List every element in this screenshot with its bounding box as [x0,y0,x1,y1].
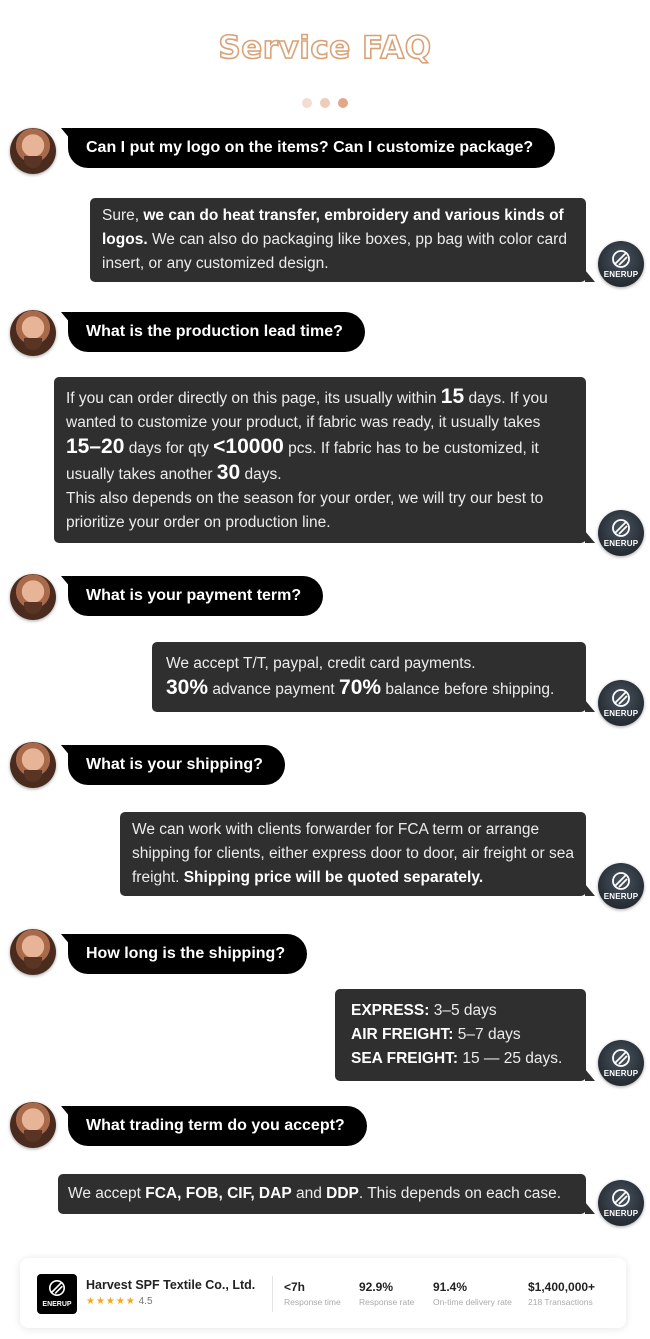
faq-answer [152,642,586,712]
stat-transactions [528,1280,595,1307]
brand-logo-icon [598,863,644,909]
brand-logo-icon [598,1040,644,1086]
answer-text: days. [240,466,282,483]
answer-line [351,999,570,1023]
answer-emphasis: FCA, FOB, CIF, DAP [145,1185,292,1202]
brand-logo-text: ENERUP [603,539,639,548]
answer-line [351,1047,570,1071]
answer-emphasis: AIR FREIGHT: [351,1026,454,1043]
answer-text: We accept T/T, paypal, credit card payments. [166,655,476,672]
faq-answer [54,377,586,543]
answer-line [66,385,574,487]
customer-avatar [10,128,56,174]
brand-logo-text: ENERUP [603,709,639,718]
brand-logo-text: ENERUP [603,1209,639,1218]
answer-emphasis: SEA FREIGHT: [351,1050,459,1067]
answer-text: advance payment [208,681,340,698]
answer-text: balance before shipping. [381,681,555,698]
answer-emphasis: <10000 [213,435,284,458]
faq-question: What trading term do you accept? [68,1106,367,1146]
brand-logo-icon [598,1180,644,1226]
brand-logo-text: ENERUP [603,1069,639,1078]
stat-value: <7h [284,1280,306,1294]
brand-logo-icon [598,510,644,556]
stat-value: $1,400,000+ [528,1280,596,1294]
answer-text: We can also do packaging like boxes, pp bag with color card insert, or any customized design. [102,231,567,272]
company-logo-text: ENERUP [42,1301,72,1308]
faq-question: How long is the shipping? [68,934,307,974]
answer-text: days. If you wanted to customize your product, if fabric was ready, it usually takes [66,390,548,431]
faq-question: Can I put my logo on the items? Can I customize package? [68,128,555,168]
stat-label: On-time delivery rate [433,1297,512,1307]
stat-on-time-delivery [433,1280,512,1307]
answer-text: This also depends on the season for your order, we will try our best to prioritize your order on production line. [66,490,544,531]
company-logo-icon [37,1274,77,1314]
company-rating [86,1296,153,1307]
brand-logo-text: ENERUP [603,270,639,279]
stat-label: Response time [284,1297,341,1307]
divider [272,1276,273,1312]
stat-value: 92.9% [359,1280,394,1294]
stat-response-time [284,1280,341,1307]
answer-text: We can work with clients forwarder for FCA term or arrange shipping for clients, either express door to door, air freight or sea freight. [132,821,574,886]
answer-emphasis: 15–20 [66,435,125,458]
customer-avatar [10,1102,56,1148]
brand-logo-icon [598,241,644,287]
company-name[interactable]: Harvest SPF Textile Co., Ltd. [86,1278,256,1292]
answer-emphasis: Shipping price will be quoted separately. [183,869,484,886]
stat-label: Response rate [359,1297,415,1307]
answer-text: Sure, [102,207,144,224]
customer-avatar [10,310,56,356]
stat-response-rate [359,1280,414,1307]
customer-avatar [10,929,56,975]
page-title: Service FAQ [218,30,432,66]
faq-answer [335,989,586,1081]
answer-text: pcs. If fabric has to be customized, it usually takes another [66,440,539,483]
stat-label: 218 Transactions [528,1297,593,1307]
brand-logo-icon [598,680,644,726]
answer-line [166,652,572,676]
answer-text: If you can order directly on this page, its usually within [66,390,441,407]
answer-emphasis: we can do heat transfer, embroidery and various kinds of logos. [102,207,564,248]
answer-emphasis: DDP [326,1185,359,1202]
faq-question: What is the production lead time? [68,312,365,352]
faq-question: What is your payment term? [68,576,323,616]
answer-line [132,818,574,890]
customer-avatar [10,574,56,620]
answer-text: . This depends on each case. [358,1185,562,1202]
answer-text: We accept [68,1185,146,1202]
answer-line [351,1023,570,1047]
dot-1 [302,98,312,108]
dot-2 [320,98,330,108]
answer-emphasis: 30 [216,461,241,484]
answer-emphasis: 30% [166,676,209,699]
answer-text: days for qty [124,440,214,457]
dot-3 [338,98,348,108]
answer-text: 5–7 days [453,1026,521,1043]
answer-line [102,204,574,276]
brand-logo-text: ENERUP [603,892,639,901]
faq-answer [120,812,586,896]
answer-emphasis: 70% [339,676,382,699]
faq-question: What is your shipping? [68,745,285,785]
stat-value: 91.4% [433,1280,468,1294]
answer-line [66,487,574,535]
supplier-card[interactable] [20,1258,626,1328]
faq-answer [90,198,586,282]
answer-text: 3–5 days [429,1002,497,1019]
answer-text: 15 — 25 days. [458,1050,563,1067]
pagination-dots [0,95,650,113]
star-rating-icon: ★★★★★ [86,1296,136,1307]
answer-emphasis: EXPRESS: [351,1002,430,1019]
customer-avatar [10,742,56,788]
faq-answer [58,1174,586,1214]
rating-value: 4.5 [138,1296,153,1307]
answer-line [68,1182,576,1206]
answer-line [166,676,572,702]
answer-emphasis: 15 [440,385,465,408]
answer-text: and [291,1185,327,1202]
